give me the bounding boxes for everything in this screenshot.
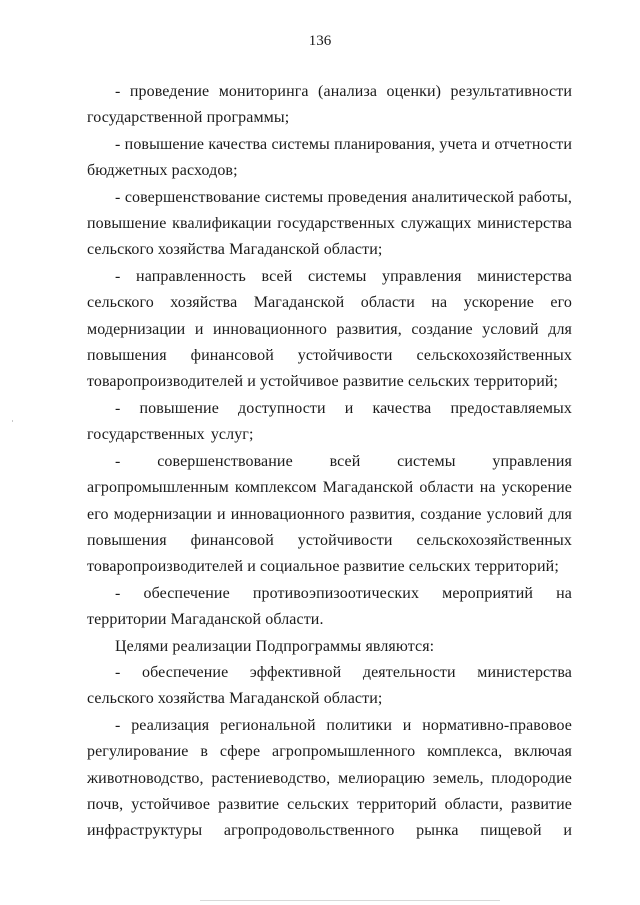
paragraph: - направленность всей системы управления министерства сельского хозяйства Магаданской области на ускорение его модернизации и инновационного развития, создание условий для повышения финансовой устойчивости сельскохозяйственных товаропроизводителей и устойчивое развитие сельских территорий;: [87, 267, 572, 391]
paragraph: - повышение качества системы планирования, учета и отчетности бюджетных расходов;: [87, 135, 572, 180]
paragraph: - проведение мониторинга (анализа оценки) результативности государственной программы;: [87, 83, 572, 127]
paragraph: - реализация региональной политики и нормативно-правовое регулирование в сфере агропромышленного комплекса, включая животноводство, растениеводство, мелиорацию земель, плодородие почв, устойчивое развитие сельских территорий области, развитие инфраструктуры агропродовольственного рынка пищевой и: [87, 716, 572, 840]
scan-artifact: [200, 900, 500, 901]
paragraph: - обеспечение эффективной деятельности министерства сельского хозяйства Магаданской области;: [87, 663, 572, 708]
paragraph: - повышение доступности и качества предоставляемых государственных услуг;: [87, 399, 572, 444]
paragraph: - совершенствование системы проведения аналитической работы, повышение квалификации государственных служащих министерства сельского хозяйства Магаданской области;: [87, 188, 572, 259]
scan-artifact: [12, 420, 13, 422]
paragraph: - совершенствование всей системы управления агропромышленным комплексом Магаданской области на ускорение его модернизации и инновационного развития, создание условий для повышения финансовой устойчивости сельскохозяйственных товаропроизводителей и социальное развитие сельских территорий;: [87, 452, 572, 576]
paragraph: - обеспечение противоэпизоотических мероприятий на территории Магаданской области.: [87, 584, 572, 629]
page-number: 136: [308, 33, 332, 49]
paragraph: Целями реализации Подпрограммы являются:: [115, 637, 435, 655]
document-body: [87, 79, 572, 845]
